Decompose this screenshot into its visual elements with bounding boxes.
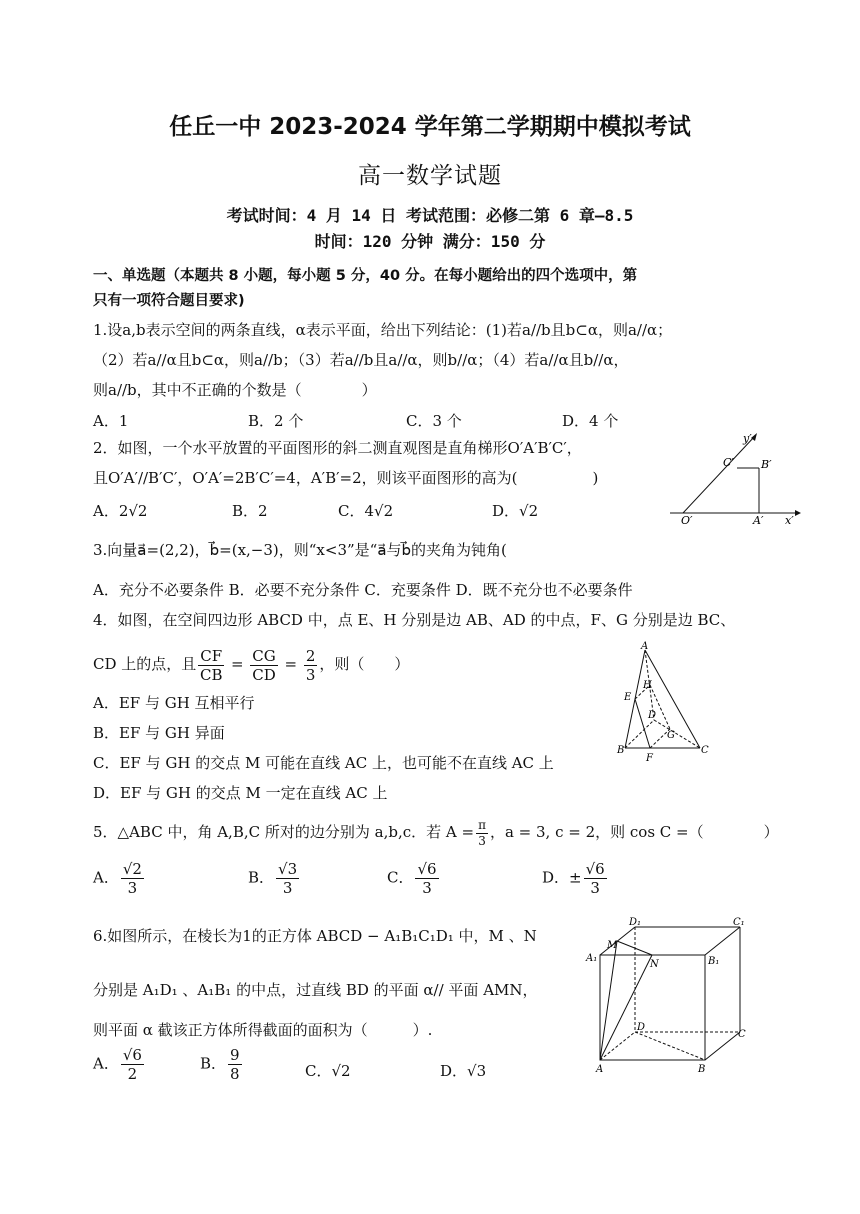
q6-cube-figure bbox=[580, 915, 750, 1075]
svg-text:A: A bbox=[596, 1064, 604, 1075]
label-o-prime: O′ bbox=[681, 514, 693, 527]
svg-text:N: N bbox=[650, 959, 659, 970]
q5-line1 bbox=[93, 814, 779, 850]
q3-line1: 3.向量a⃗=(2,2)，b⃗=(x,−3)，则“x<3”是“a⃗与b⃗的夹角为钝角( bbox=[93, 541, 507, 559]
svg-text:B₁: B₁ bbox=[708, 956, 720, 967]
q5-option-a: A． $\frac{√2}{3}$ bbox=[93, 860, 142, 897]
svg-text:D₁: D₁ bbox=[629, 917, 642, 928]
label-b-prime: B′ bbox=[761, 458, 772, 471]
q4-line2: CD 上的点，且 $\frac{CF}{CB}$ = $\frac{CG}{CD}$ = $\frac{2}{3}$ ，则（ ） bbox=[93, 646, 410, 684]
q2-option-a: A．2√2 bbox=[93, 502, 148, 520]
y-axis-line bbox=[683, 436, 755, 513]
q5-option-b: B． $\frac{√3}{3}$ bbox=[248, 860, 298, 897]
label-y-prime: y′ bbox=[743, 432, 752, 445]
section-heading-line1: 一、单选题（本题共 8 小题，每小题 5 分，40 分。在每小题给出的四个选项中，第 bbox=[93, 268, 638, 284]
q6-line1: 6.如图所示，在棱长为1的正方体 ABCD − A₁B₁C₁D₁ 中，M 、N bbox=[93, 927, 537, 945]
exam-title: 任丘一中 2023-2024 学年第二学期期中模拟考试 bbox=[169, 114, 691, 140]
svg-text:M: M bbox=[607, 940, 618, 951]
q6-line2: 分别是 A₁D₁ 、A₁B₁ 的中点，过直线 BD 的平面 α// 平面 AMN， bbox=[93, 981, 538, 999]
q1-option-c: C．3 个 bbox=[406, 412, 462, 430]
q4-fraction-cf-cb: $\frac{CF}{CB}$ bbox=[199, 646, 223, 684]
q5-line1-post: ，a = 3, c = 2，则 cos C =（ ） bbox=[489, 823, 779, 841]
q4-line2-post: ，则（ ） bbox=[319, 655, 410, 673]
svg-text:E: E bbox=[624, 692, 632, 703]
svg-text:A₁: A₁ bbox=[586, 953, 598, 964]
x-axis-arrow bbox=[795, 510, 801, 516]
label-x-prime: x′ bbox=[785, 514, 794, 527]
q1-option-d: D．4 个 bbox=[562, 412, 619, 430]
svg-text:A: A bbox=[641, 641, 649, 652]
q5-fraction-pi-over-3: $\frac{\pi}{3}$ bbox=[478, 817, 486, 848]
q3-options: A．充分不必要条件 B．必要不充分条件 C．充要条件 D．既不充分也不必要条件 bbox=[93, 581, 633, 599]
label-c-prime: C′ bbox=[723, 456, 734, 469]
q4-line1: 4．如图，在空间四边形 ABCD 中，点 E、H 分别是边 AB、AD 的中点，F、G 分别是边 BC、 bbox=[93, 611, 736, 629]
q2-trapezoid-figure bbox=[665, 428, 805, 528]
q5-option-d: D．± $\frac{√6}{3}$ bbox=[542, 860, 605, 897]
q2-line2: 且O′A′//B′C′，O′A′=2B′C′=4，A′B′=2，则该平面图形的高为( ) bbox=[93, 469, 599, 487]
svg-text:D: D bbox=[637, 1022, 646, 1033]
svg-text:G: G bbox=[667, 730, 675, 741]
exam-info-line1: 考试时间：4 月 14 日 考试范围：必修二第 6 章—8.5 bbox=[226, 206, 634, 225]
svg-text:C: C bbox=[701, 745, 709, 756]
q2-option-b: B．2 bbox=[232, 502, 268, 520]
q2-option-c: C．4√2 bbox=[338, 502, 394, 520]
q1-option-b: B．2 个 bbox=[248, 412, 304, 430]
q4-option-c: C．EF 与 GH 的交点 M 可能在直线 AC 上，也可能不在直线 AC 上 bbox=[93, 754, 554, 772]
q6-line3: 则平面 α 截该正方体所得截面的面积为（ ）. bbox=[93, 1021, 433, 1039]
q5-option-c: C． $\frac{√6}{3}$ bbox=[387, 860, 437, 897]
svg-text:F: F bbox=[646, 753, 653, 764]
q6-option-c: C．√2 bbox=[305, 1062, 351, 1080]
exam-subtitle: 高一数学试题 bbox=[358, 163, 502, 189]
q4-fraction-cg-cd: $\frac{CG}{CD}$ bbox=[252, 646, 276, 684]
q4-option-d: D．EF 与 GH 的交点 M 一定在直线 AC 上 bbox=[93, 784, 388, 802]
q4-option-b: B．EF 与 GH 异面 bbox=[93, 724, 225, 742]
svg-text:B: B bbox=[617, 745, 625, 756]
svg-text:C₁: C₁ bbox=[733, 917, 745, 928]
q4-fraction-two-thirds: $\frac{2}{3}$ bbox=[305, 646, 316, 684]
q6-option-d: D．√3 bbox=[440, 1062, 487, 1080]
q6-option-a: A． $\frac{√6}{2}$ bbox=[93, 1046, 142, 1083]
q1-line1: 1.设a,b表示空间的两条直线，α表示平面，给出下列结论：(1)若a//b且b⊂α，则a//α； bbox=[93, 321, 673, 339]
q5-line1-pre: 5．△ABC 中，角 A,B,C 所对的边分别为 a,b,c．若 A = bbox=[93, 823, 475, 841]
q4-option-a: A．EF 与 GH 互相平行 bbox=[93, 694, 255, 712]
q4-tetrahedron-figure bbox=[610, 640, 720, 765]
svg-text:H: H bbox=[643, 680, 652, 691]
q1-option-a: A．1 bbox=[93, 412, 129, 430]
q1-line2: （2）若a//α且b⊂α，则a//b；（3）若a//b且a//α，则b//α；（4）若a//α且b//α， bbox=[93, 351, 629, 369]
exam-info-line2: 时间：120 分钟 满分：150 分 bbox=[314, 232, 546, 251]
q1-line3: 则a//b，其中不正确的个数是（ ） bbox=[93, 381, 377, 399]
svg-text:C: C bbox=[738, 1029, 746, 1040]
q2-option-d: D．√2 bbox=[492, 502, 539, 520]
label-a-prime: A′ bbox=[753, 514, 764, 527]
svg-text:D: D bbox=[648, 710, 657, 721]
section-heading-line2: 只有一项符合题目要求) bbox=[93, 293, 245, 309]
q6-option-b: B． $\frac{9}{8}$ bbox=[200, 1046, 240, 1083]
svg-text:B: B bbox=[698, 1064, 706, 1075]
q2-line1: 2．如图，一个水平放置的平面图形的斜二测直观图是直角梯形O′A′B′C′， bbox=[93, 439, 582, 457]
q4-line2-pre: CD 上的点，且 bbox=[93, 655, 197, 673]
